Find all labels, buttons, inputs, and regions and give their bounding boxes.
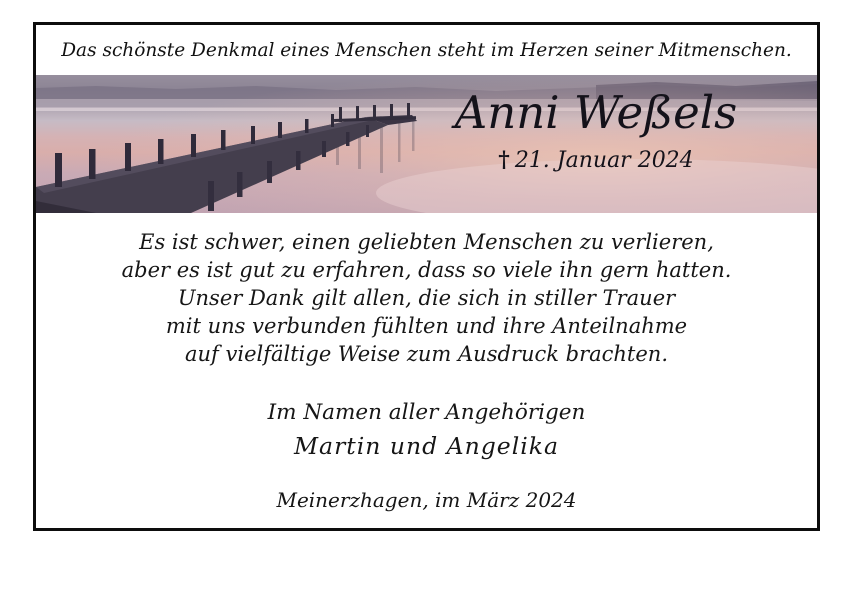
- place-and-date: Meinerzhagen, im März 2024: [276, 488, 577, 512]
- death-date: 21. Januar 2024: [514, 148, 694, 174]
- condolence-line: aber es ist gut zu erfahren, dass so viele ihn gern hatten.: [121, 258, 732, 282]
- epigraph-quote: Das schönste Denkmal eines Menschen steht im Herzen seiner Mitmenschen.: [61, 39, 792, 61]
- death-date-line: [381, 147, 811, 173]
- condolence-line: Unser Dank gilt allen, die sich in stiller Trauer: [177, 286, 676, 310]
- photo-text-overlay: [381, 86, 811, 174]
- signature-family-names: Martin und Angelika: [294, 432, 559, 460]
- condolence-line: Es ist schwer, einen geliebten Menschen zu verlieren,: [139, 230, 714, 254]
- dagger-icon: †: [498, 147, 510, 174]
- memorial-photo: [36, 75, 817, 213]
- deceased-name: Anni Weßels: [454, 86, 738, 139]
- signature-intro: Im Namen aller Angehörigen: [267, 400, 586, 425]
- memorial-card: [33, 22, 820, 531]
- condolence-line: auf vielfältige Weise zum Ausdruck brachten.: [185, 342, 668, 366]
- signature-block: [36, 400, 817, 461]
- condolence-line: mit uns verbunden fühlten und ihre Anteilnahme: [165, 314, 688, 338]
- condolence-text: [36, 228, 817, 368]
